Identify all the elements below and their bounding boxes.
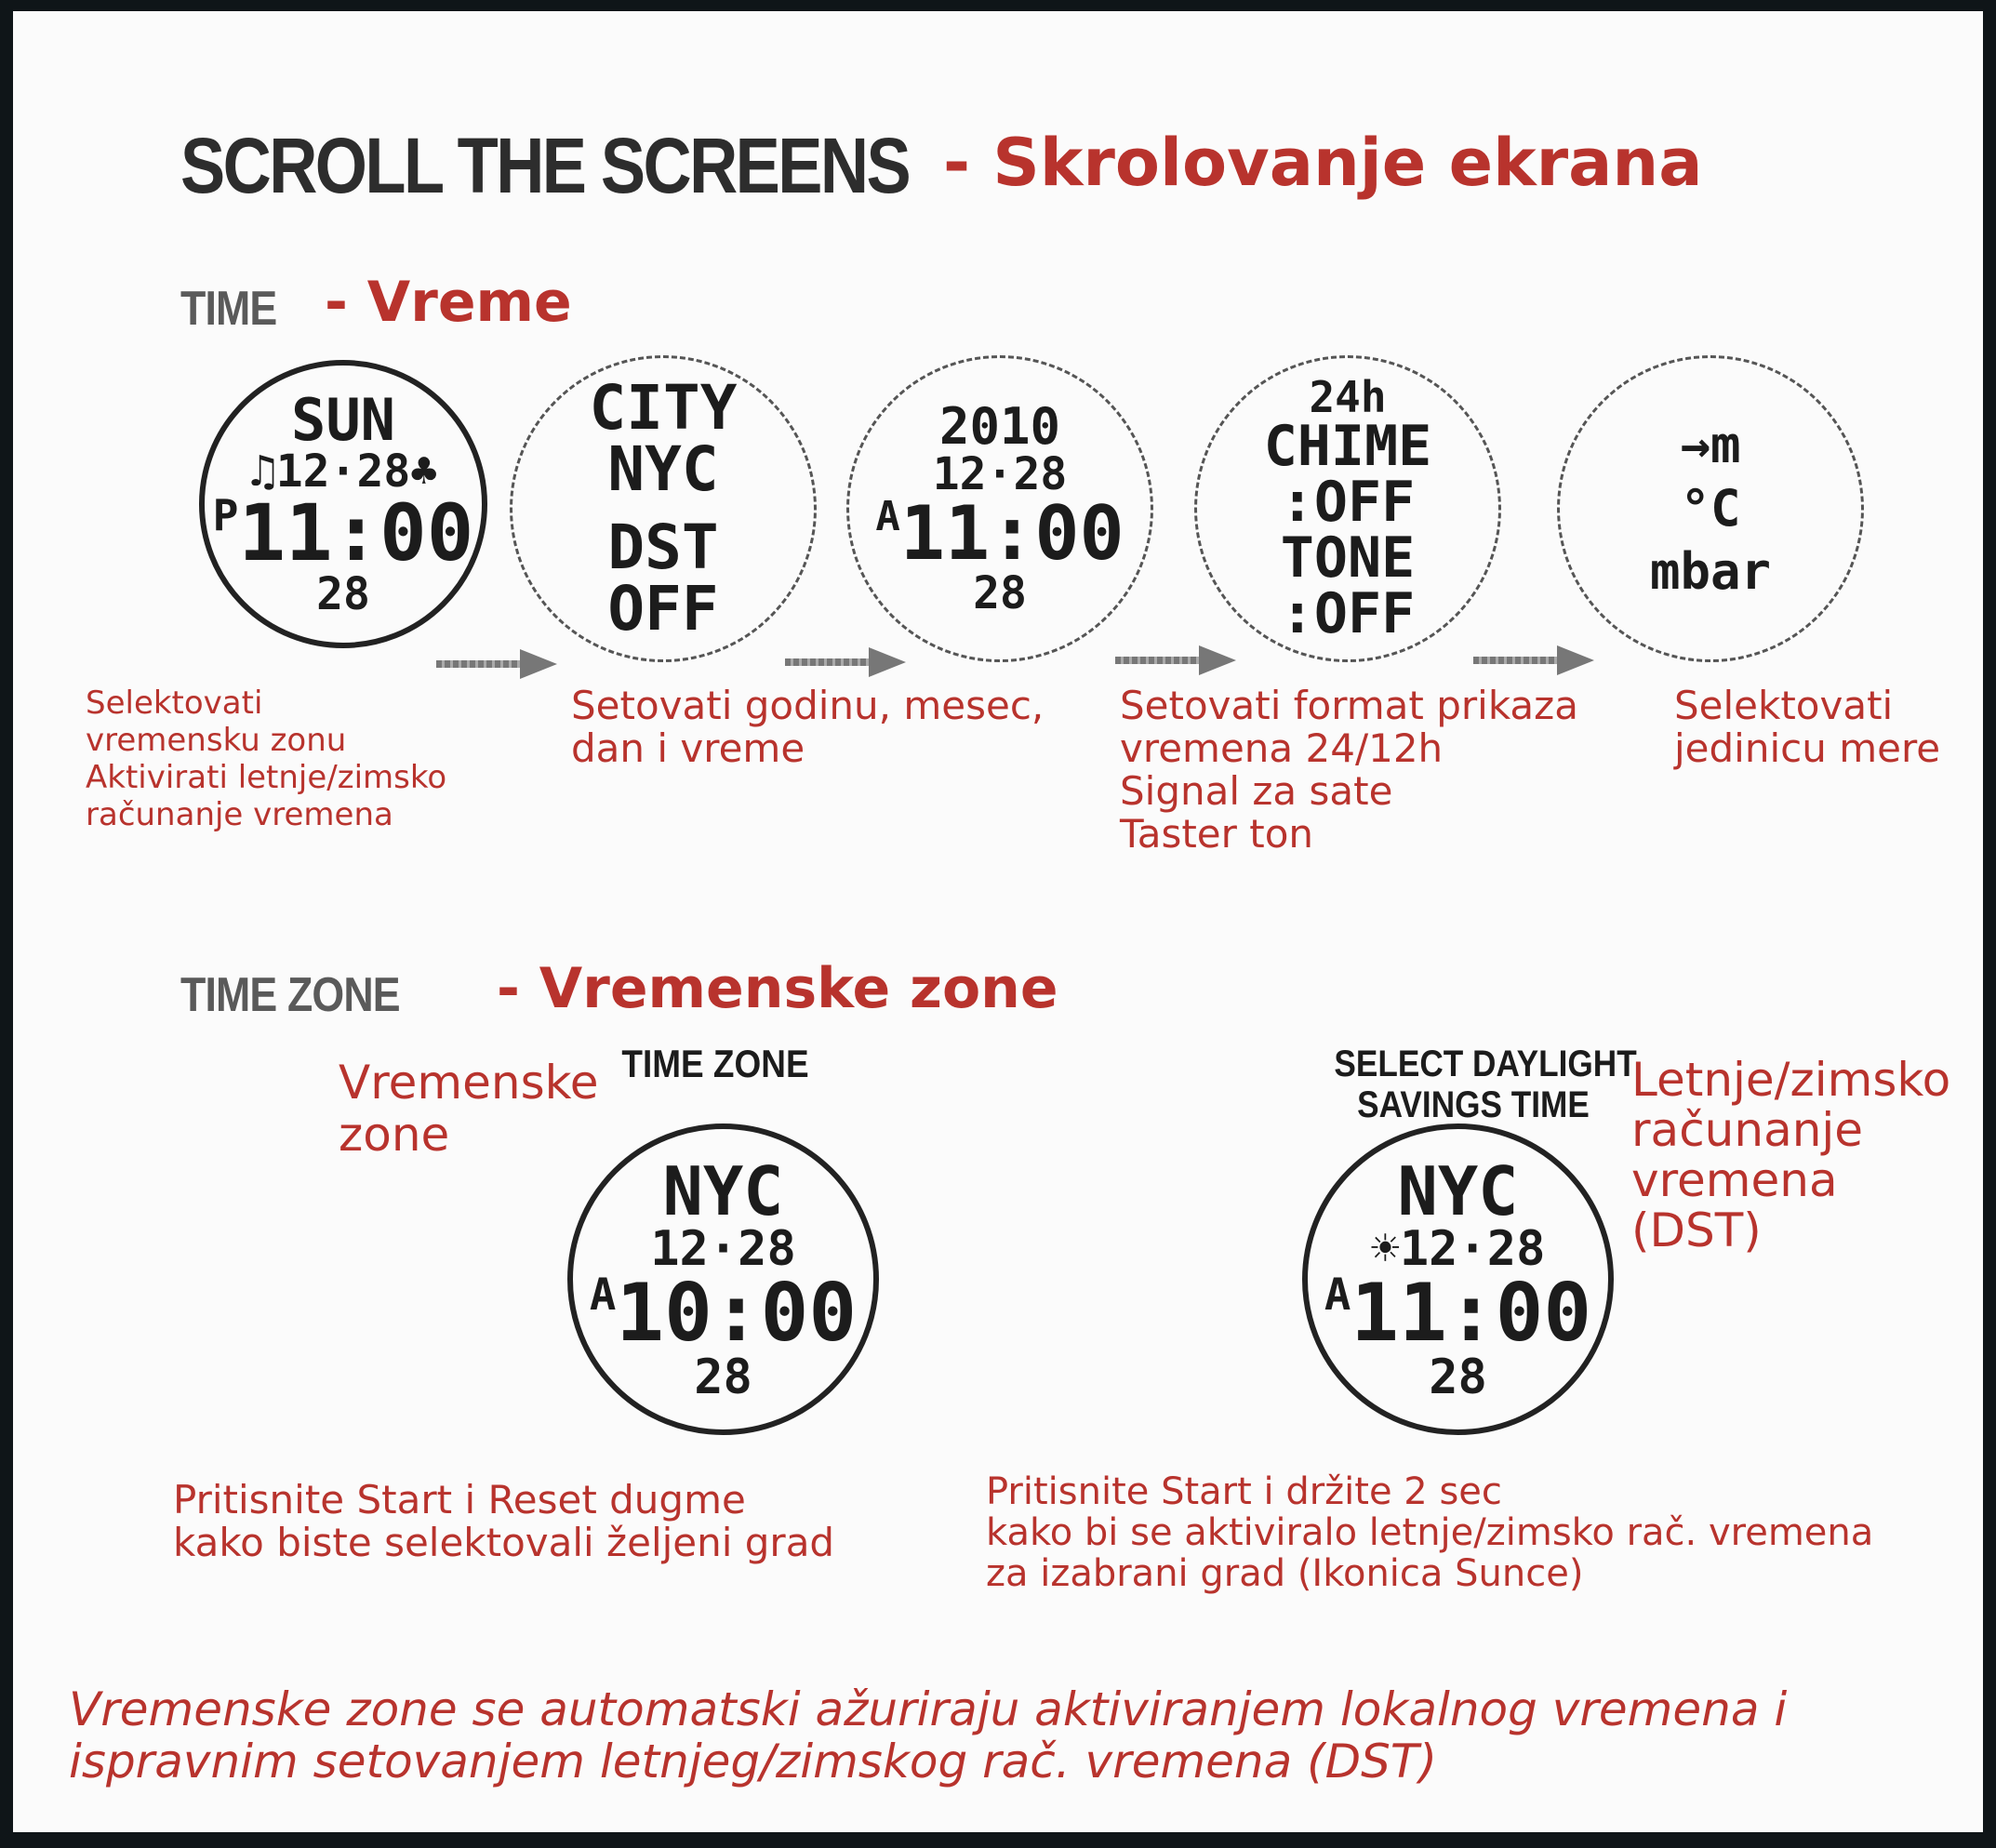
watch-line: 28 [694,1349,752,1405]
title-serbian: - Skrolovanje ekrana [943,125,1703,201]
watch-line: 12·28 [932,448,1068,500]
am-indicator: A [1324,1269,1351,1321]
arrow-right-icon [436,653,557,675]
timezone-section-label-en: TIME ZONE [180,968,400,1022]
watch-line: CHIME [1263,414,1432,479]
time-section-label-sr: - Vreme [325,270,572,335]
description-units: Selektovati jedinicu mere [1674,683,1941,771]
watch-line: DST [607,512,719,583]
alarm-bell-icon: ♫ [248,445,276,498]
footer-note: Vremenske zone se automatski ažuriraju aktiviranjem lokalnog vremena i ispravnim setovanjem letnjeg/zimskog rač. vremena (DST) [69,1682,1788,1788]
time-section-label-en: TIME [180,282,277,336]
watch-line: 28 [1429,1349,1487,1405]
watch-line: →m [1680,416,1741,474]
am-indicator: A [589,1269,617,1321]
watch-line: :OFF [1280,581,1416,646]
watch-line: 28 [316,568,370,620]
manual-page [13,11,1983,1832]
watch-line: 11:00 [899,490,1124,577]
watch-line: 11:00 [238,487,474,578]
watch-screen-dst [1302,1123,1614,1435]
watch-line: °C [1680,479,1741,538]
watch-line: 11:00 [1351,1266,1592,1360]
side-label-timezone: Vremenske zone [339,1056,599,1162]
description-select-city: Pritisnite Start i Reset dugme kako biste selektovali željeni grad [173,1477,835,1565]
title-english: SCROLL THE SCREENS [180,122,910,209]
watch-line: 12·28 [650,1220,796,1277]
watch-line: :OFF [1280,470,1416,535]
watch-line: SUN [291,386,395,454]
timezone-header: TIME ZONE [621,1042,809,1085]
watch-screen-format [1194,355,1501,662]
watch-line: CITY [589,372,738,444]
description-format: Setovati format prikaza vremena 24/12h Signal za sate Taster ton [1120,683,1578,857]
watch-screen-date [846,355,1153,662]
timezone-section-label-sr: - Vremenske zone [497,956,1058,1021]
arrow-right-icon [1115,649,1236,671]
watch-line: NYC [1397,1151,1519,1230]
watch-line: mbar [1649,542,1772,601]
watch-line: 28 [973,567,1027,619]
description-activate-dst: Pritisnite Start i držite 2 sec kako bi se aktiviralo letnje/zimsko rač. vremena za izabrani grad (Ikonica Sunce) [986,1470,1874,1595]
pm-indicator: P [212,490,239,540]
side-label-dst: Letnje/zimsko računanje vremena (DST) [1631,1053,1951,1257]
watch-line: OFF [607,573,719,645]
description-date: Setovati godinu, mesec, dan i vreme [571,683,1045,771]
watch-screen-time [199,360,487,648]
watch-line: 12·28 [1399,1220,1546,1277]
sun-icon: ☀ [1370,1220,1400,1277]
watch-line: 24h [1309,372,1387,422]
barometer-icon: ♣ [410,445,438,498]
watch-line: 2010 [938,397,1061,456]
watch-screen-city [510,355,817,662]
dst-header: SELECT DAYLIGHT SAVINGS TIME [1334,1044,1637,1125]
description-timezone: Selektovati vremensku zonu Aktivirati letnje/zimsko računanje vremena [86,685,447,833]
watch-line: NYC [607,433,719,505]
watch-screen-timezone [567,1123,879,1435]
watch-line: 12·28 [275,445,411,498]
arrow-right-icon [1473,649,1594,671]
watch-screen-units [1557,355,1864,662]
am-indicator: A [875,493,900,540]
watch-line: NYC [662,1151,784,1230]
watch-line: TONE [1280,525,1416,591]
watch-line: 10:00 [616,1266,858,1360]
arrow-right-icon [785,651,906,673]
